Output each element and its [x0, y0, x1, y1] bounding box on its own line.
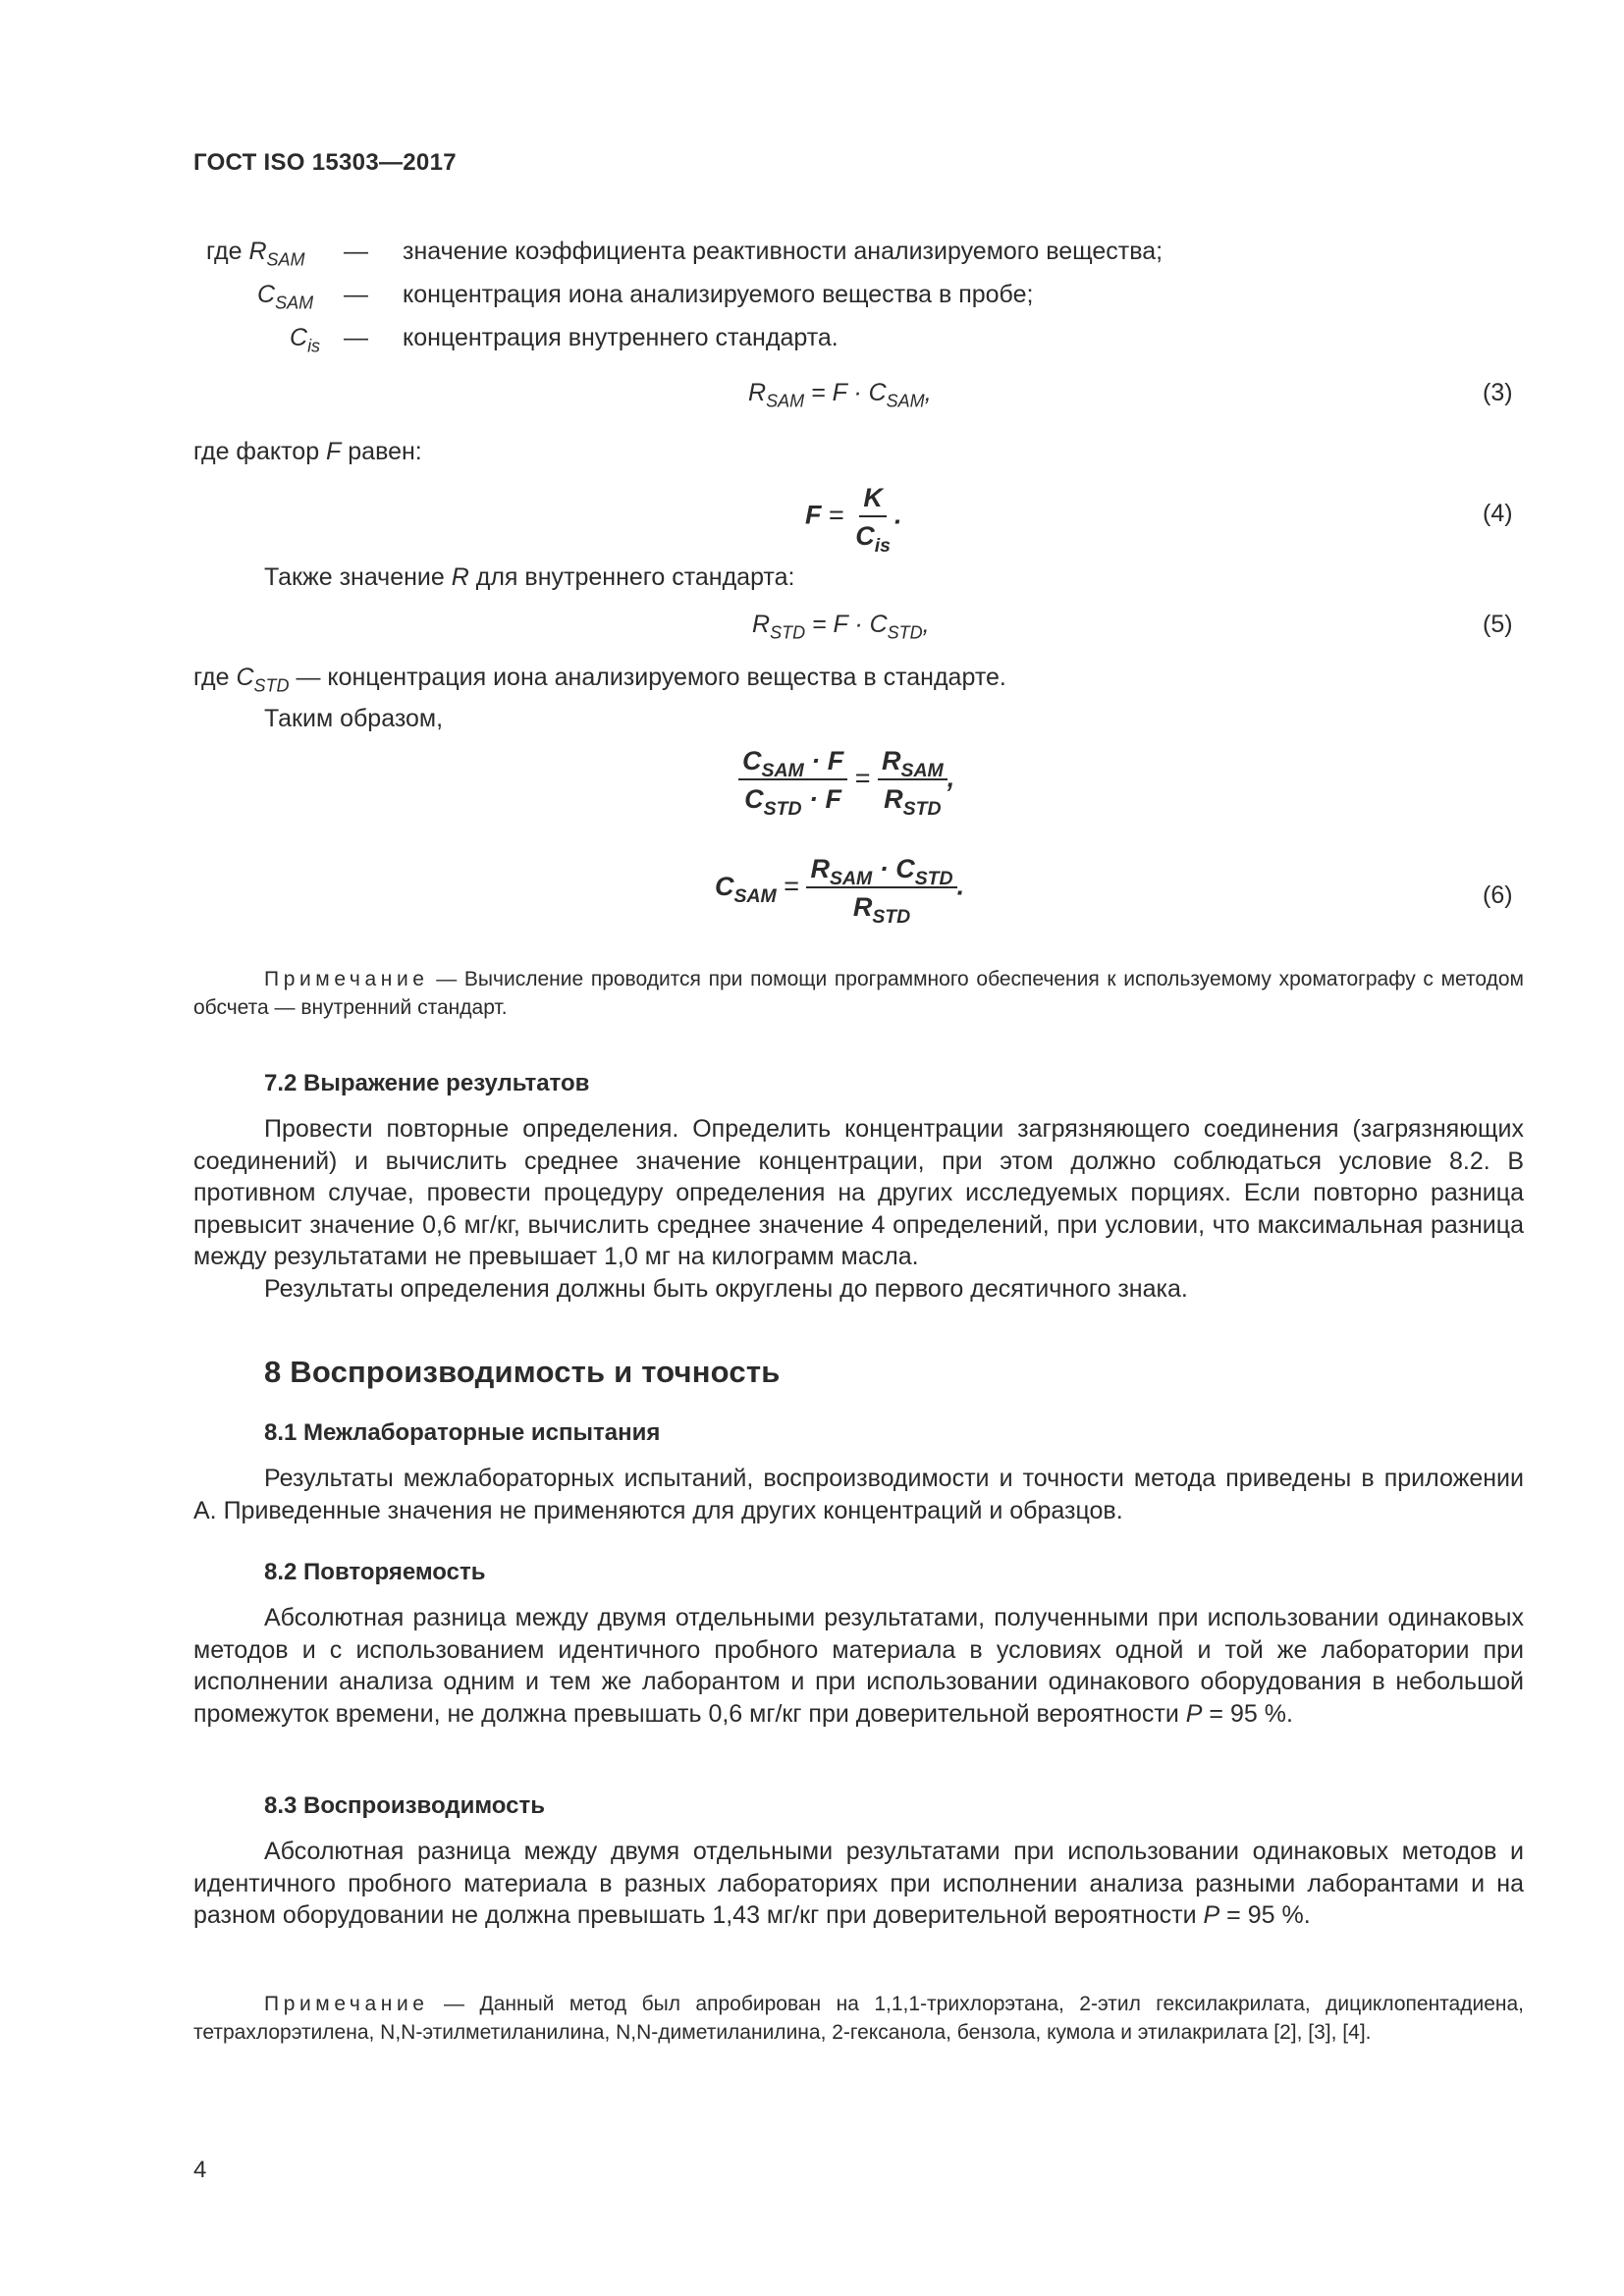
section-8-title: 8 Воспроизводимость и точность: [264, 1355, 781, 1389]
definition-text: концентрация иона анализируемого вещества в пробе;: [403, 281, 1034, 308]
section-8-2-paragraph: Абсолютная разница между двумя отдельными результатами, полученными при использовании одинаковых методов и с использованием идентичного пробного материала в условиях одной и той же лаборатории при исполнении анализа одним и тем же лаборантом и при использовании одинакового оборудования в небольшой промежуток времени, не должна превышать 0,6 мг/кг при доверительной вероятности P = 95 %.: [193, 1604, 1524, 1728]
thus-text: Таким образом,: [264, 705, 444, 732]
definition-dash: —: [344, 281, 368, 308]
definition-symbol: $R_{SAM}$: [248, 238, 305, 270]
equation-5: $R_{STD} = F \cdot C_{STD}$,: [752, 611, 930, 643]
equation-ratio: $\frac{C_{SAM} \cdot F}{C_{STD} \cdot F}$ = $\frac{R_{SAM}}{R_{STD}}$ ,: [738, 744, 954, 816]
equation-number: (4): [1483, 500, 1513, 527]
fraction: $\frac{K}{C_{is}}$: [855, 483, 891, 557]
fraction: $\frac{R_{SAM} \cdot C_{STD}}{R_{STD}}$: [806, 852, 956, 924]
definition-symbol: $C_{is}$: [290, 324, 321, 356]
definition-item: [206, 236, 305, 270]
section-7-2-paragraph: Провести повторные определения. Определить концентрации загрязняющего соединения (загрязняющих соединений) и вычислить среднее значение концентрации, при этом должно соблюдаться условие 8.2. В противном случае, провести процедуру определения на других исследуемых порциях. Если повторно разница превысит значение 0,6 мг/кг, вычислить среднее значение 4 определений, при условии, что максимальная разница между результатами не превышает 1,0 мг на килограмм масла.: [193, 1115, 1524, 1270]
section-7-2-paragraph: Результаты определения должны быть округлены до первого десятичного знака.: [264, 1275, 1188, 1303]
equation-number: (3): [1483, 379, 1513, 406]
section-8-3-title: 8.3 Воспроизводимость: [264, 1792, 545, 1819]
note-1: Примечание — Вычисление проводится при помощи программного обеспечения к используемому хроматографу с методом обсчета — внутренний стандарт.: [193, 968, 1524, 1019]
definition-dash: —: [344, 238, 368, 265]
factor-intro: где фактор F равен:: [193, 438, 422, 465]
section-8-3-paragraph: Абсолютная разница между двумя отдельными результатами при использовании одинаковых методов и идентичного пробного материала в разных лабораториях при исполнении анализа разными лаборантами и на разном оборудовании не должна превышать 1,43 мг/кг при доверительной вероятности P = 95 %.: [193, 1838, 1524, 1929]
definition-text: концентрация внутреннего стандарта.: [403, 324, 839, 351]
section-7-2-title: 7.2 Выражение результатов: [264, 1070, 590, 1096]
equation-number: (5): [1483, 611, 1513, 638]
section-8-1-title: 8.1 Межлабораторные испытания: [264, 1419, 661, 1446]
note-2: Примечание — Данный метод был апробирован на 1,1,1-трихлорэтана, 2-этил гексилакрилата, дициклопентадиена, тетрахлорэтилена, N,N-этилметиланилина, N,N-диметиланилина, 2-гексанола, бензола, кумола и этилакрилата [2], [3], [4].: [193, 1993, 1524, 2044]
page-number: 4: [193, 2157, 207, 2183]
document-header: ГОСТ ISO 15303—2017: [193, 149, 457, 176]
fraction: $\frac{C_{SAM} \cdot F}{C_{STD} \cdot F}$: [738, 744, 847, 816]
fraction: $\frac{R_{SAM}}{R_{STD}}$: [878, 744, 947, 816]
also-text: Также значение R для внутреннего стандарта:: [264, 563, 795, 591]
section-8-1-paragraph: Результаты межлабораторных испытаний, воспроизводимости и точности метода приведены в приложении А. Приведенные значения не применяются для других концентраций и образцов.: [193, 1465, 1524, 1524]
equation-3: $R_{SAM} = F \cdot C_{SAM}$,: [748, 379, 932, 411]
definition-dash: —: [344, 324, 368, 351]
equation-6: $C_{SAM}$ = $\frac{R_{SAM} \cdot C_{STD}}{R_{STD}}$ .: [715, 854, 965, 928]
definition-symbol: $C_{SAM}$: [257, 281, 314, 313]
cstd-definition: где $C_{STD}$ — концентрация иона анализируемого вещества в стандарте.: [193, 664, 1006, 696]
definition-prefix: где: [206, 238, 243, 265]
equation-number: (6): [1483, 881, 1513, 909]
equation-4: F = $\frac{K}{C_{is}}$ .: [805, 483, 902, 557]
definition-text: значение коэффициента реактивности анализируемого вещества;: [403, 238, 1164, 265]
section-8-2-title: 8.2 Повторяемость: [264, 1559, 486, 1585]
